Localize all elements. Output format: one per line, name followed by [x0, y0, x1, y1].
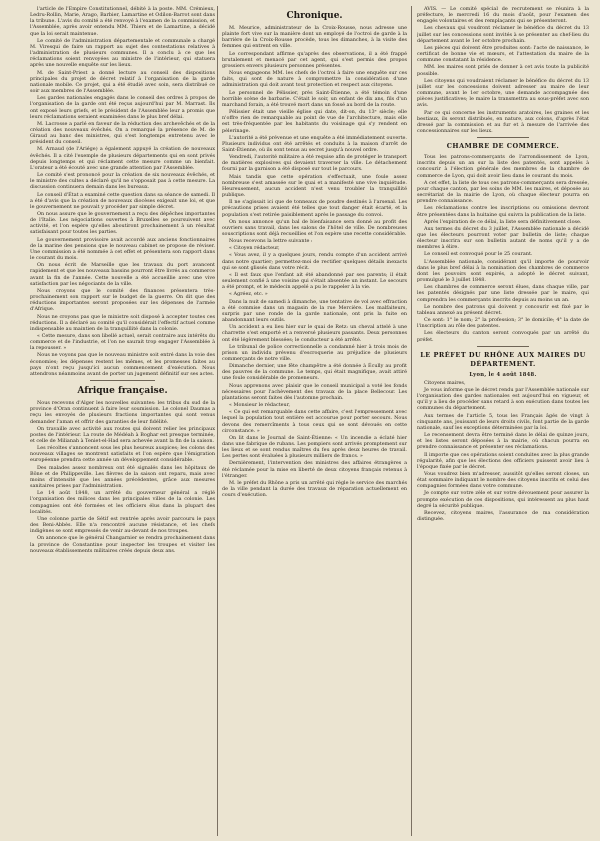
section-divider — [477, 137, 529, 138]
paragraph: Aux termes de l'article 5, tous les Français âgés de vingt à cinquante ans, jouissant de leurs droits civils, font partie de la garde nationale, sauf les exceptions déterminées par la loi. — [417, 412, 589, 431]
paragraph: Les réclamations contre les inscriptions ou omissions devront être présentées dans la huitaine qui suivra la publication de la liste. — [417, 205, 589, 218]
paragraph: Par ce qui concerne les instruments aratoires, les graines et les bestiaux, ils seront distribués, en nature, aux colons, d'après l'état dressé par la commission et au fur et à mesure de l'arrivée des concessionnaires sur les lieux. — [417, 109, 589, 134]
paragraph: Le nombre des patrons qui doivent y concourir est fixé par le tableau annexé au présent décret. — [417, 303, 589, 316]
paragraph: Le conseil d'État a examiné cette question dans sa séance de samedi. Il a été d'avis que la création de nouveaux diocèses exigeait une loi, et que le gouvernement ne pouvait y procéder par simple décret. — [30, 191, 215, 210]
paragraph: Une colonne partie de Sétif est rentrée après avoir parcouru le pays des Beni-Abbès. Elle n'a rencontré aucune résistance, et les chefs indigènes se sont empressés de venir au-devant de nos troupes. — [30, 515, 215, 535]
paragraph: Le recensement devra être terminé dans le délai de quinze jours, et les listes seront déposées à la mairie, où chacun pourra en prendre connaissance et présenter ses réclamations. — [417, 432, 589, 451]
paragraph: Le tribunal de police correctionnelle a condamné hier à trois mois de prison un individu prévenu d'escroquerie au préjudice de plusieurs commerçants de notre ville. — [222, 343, 407, 362]
paragraph: « Vous avez, il y a quelques jours, rendu compte d'un accident arrivé dans notre quartier; permettez-moi de rectifier quelques détails inexacts qui se sont glissés dans votre récit. — [222, 252, 407, 271]
paragraph: Nous recevons d'Alger les nouvelles suivantes: les tribus du sud de la province d'Oran continuent à faire leur soumission. Le colonel Daumas a reçu les envoyés de plusieurs fractions importantes qui sont venus demander l'aman et offrir des garanties de leur fidélité. — [30, 400, 215, 425]
paragraph: Les gardes nationales engagés dans le conseil des ordres à propos de l'organisation de la garde ont été reçus aujourd'hui par M. Marrast. Ils ont exposé leurs griefs, et le président de l'Assemblée leur a promis que leurs réclamations seraient examinées dans le plus bref délai. — [30, 95, 215, 120]
paragraph: M. le préfet du Rhône a pris un arrêté qui règle le service des marchés de la ville pendant la durée des travaux de réparation actuellement en cours d'exécution. — [222, 479, 407, 499]
paragraph: l'article de l'Empire Constitutionnel, débité à la poste. MM. Crémieux, Ledru-Rollin, Marie, Arago, Barbier, Lamartine et Odilon-Barrot sont dans la tribune. L'avis du comité a été renvoyé à l'examen de la commission, et l'Assemblée, après avoir entendu MM. Thiers et de Lamartine, a décidé que la loi serait maintenue. — [30, 6, 215, 37]
paragraph: Le correspondant affirme qu'après des observations, il a été frappé brutalement et menacé par cet agent, qui s'est permis des propos grossiers envers plusieurs personnes présentes. — [222, 50, 407, 69]
paragraph: Nous ne voyons pas que le nouveau ministre soit entré dans la voie des économies; les dépenses restent les mêmes, et les promesses faites au pays n'ont reçu jusqu'ici aucun commencement d'exécution. Nous attendrons néanmoins avant de porter un jugement définitif sur ses actes. — [30, 352, 215, 377]
paragraph: Mais tandis que cette opération s'effectuait, une foule assez nombreuse s'est amassée sur le quai et a manifesté une vive inquiétude. Heureusement, aucun accident n'est venu troubler la tranquillité publique. — [222, 173, 407, 199]
paragraph: Ce sont: 1° le nom; 2° la profession; 3° le domicile; 4° la date de l'inscription au rôle des patentes. — [417, 317, 589, 330]
paragraph: Dimanche dernier, une fête champêtre a été donnée à Écully au profit des pauvres de la commune. Le temps, qui était magnifique, avait attiré une foule considérable de promeneurs. — [222, 363, 407, 382]
paragraph: On nous assure que le gouvernement a reçu des dépêches importantes de l'Italie. Les négociations ouvertes à Bruxelles se poursuivent avec activité, et l'on espère qu'elles aboutiront prochainement à un résultat satisfaisant pour toutes les parties. — [30, 211, 215, 236]
paragraph: Pélissier était une vieille église qui date, dit-on, du 13ᵉ siècle; elle n'offre rien de remarquable au point de vue de l'architecture, mais elle est très-fréquentée par les habitants du voisinage qui s'y rendent en pèlerinage. — [222, 109, 407, 134]
paragraph: Les chevaux qui voudront réclamer le bénéfice du décret du 13 juillet sur les concessions sont invités à se présenter au chef-lieu du département avant le 1er octobre prochain. — [417, 25, 589, 44]
section-divider — [90, 380, 155, 381]
paragraph: On nous annonce qu'un bal de bienfaisance sera donné au profit des ouvriers sans travail, dans les salons de l'hôtel de ville. De nombreuses souscriptions sont déjà recueillies et l'on espère une recette considérable. — [222, 218, 407, 237]
section-dateline: Lyon, le 4 août 1848. — [469, 371, 537, 378]
paragraph: M. Arnaud (de l'Ariége) a également appuyé la création de nouveaux évêchés. Il a cité l'exemple de plusieurs départements qui en sont privés depuis longtemps et qui réclament cette mesure comme un bienfait. L'orateur a été écouté avec une grande attention par l'Assemblée. — [30, 146, 215, 171]
paragraph: Le gouvernement provisoire avait accordé aux anciens fonctionnaires de la marine des pensions que le nouveau cabinet se propose de réviser. Une commission a été nommée à cet effet et présentera son rapport dans le courant du mois. — [30, 236, 215, 262]
paragraph: A cet effet, la liste de tous ces patrons-commerçants sera dressée, pour chaque canton, par les soins de MM. les maires, et déposée au secrétariat de la mairie de Lyon, où chaque électeur pourra en prendre connaissance. — [417, 179, 589, 205]
paragraph: Le personnel de Pélissier, près Saint-Étienne, a été témoin d'une horrible scène de barbarie. C'était le soir, un enfant de dix ans, fils d'un marchand forain, a été trouvé mort dans un fossé au bord de la route. — [222, 89, 407, 108]
paragraph: Les récoltes s'annoncent sous les plus heureux auspices; les colons des nouveaux villages se montrent satisfaits et l'on espère que l'émigration européenne prendra cette année un développement considérable. — [30, 445, 215, 464]
paragraph: On travaille avec activité aux routes qui doivent relier les principaux postes de l'intérieur. La route de Médéah à Boghar est presque terminée, et celle de Milianah à Teniet-el-Had sera achevée avant la fin de la saison. — [30, 425, 215, 444]
section-heading: Chronique. — [286, 11, 343, 21]
paragraph: L'autorité a été prévenue et une enquête a été immédiatement ouverte. Plusieurs individus ont été arrêtés et conduits à la maison d'arrêt de Saint-Étienne, où ils sont tenus au secret jusqu'à nouvel ordre. — [222, 134, 407, 153]
column-right — [417, 6, 589, 836]
paragraph: Je compte sur votre zèle et sur votre dévouement pour assurer la prompte exécution de ces dispositions, qui intéressent au plus haut degré la sécurité publique. — [417, 490, 589, 509]
paragraph: Dernièrement, l'intervention des ministres des affaires étrangères a été réclamée pour la mise en liberté de deux citoyens français retenus à l'étranger. — [222, 460, 407, 479]
paragraph: Les chambres de commerce seront élues, dans chaque ville, par les patentés désignés par une liste dressée par le maire, qui comprendra les commerçants inscrits depuis au moins un an. — [417, 284, 589, 303]
paragraph: L'Assemblée nationale, considérant qu'il importe de pourvoir dans le plus bref délai à la nomination des chambres de commerce dont les pouvoirs sont expirés, a adopté le décret suivant, promulgué le 3 juillet 1848. — [417, 258, 589, 284]
paragraph: M. de Saint-Priest a donné lecture au conseil des dispositions principales du projet de décret relatif à l'organisation de la garde nationale mobile. Ce projet, qui a été étudié avec soin, sera distribué ce soir aux membres de l'Assemblée. — [30, 69, 215, 95]
paragraph: Après l'expiration de ce délai, la liste sera définitivement close. — [424, 218, 582, 225]
paragraph: Je vous informe que le décret rendu par l'Assemblée nationale sur l'organisation des gardes nationales est aujourd'hui en vigueur, et qu'il y a lieu de procéder sans retard à son exécution dans toutes les communes du département. — [417, 386, 589, 412]
paragraph: « Il est faux que l'enfant ait été abandonné par ses parents; il était seulement confié à une voisine qui s'était absentée un instant. Le secours a été prompt, et le médecin appelé a pu le rappeler à la vie. — [222, 271, 407, 291]
paragraph: Les électeurs du canton seront convoqués par un arrêté du préfet. — [417, 330, 589, 343]
paragraph: Dans la nuit de samedi à dimanche, une tentative de vol avec effraction a été commise dans un magasin de la rue Mercière. Les malfaiteurs, surpris par une ronde de la garde nationale, ont pris la fuite en abandonnant leurs outils. — [222, 298, 407, 324]
paragraph: Nous croyons que le comité des finances présentera très-prochainement son rapport sur le budget de la guerre. On dit que des réductions importantes seront proposées sur les dépenses de l'armée d'Afrique. — [30, 287, 215, 313]
column-left — [30, 6, 215, 836]
section-heading: Afrique française. — [77, 386, 168, 397]
paragraph: M. Lacrosse a parlé en faveur de la réduction des archevêchés et de la création des nouveaux évêchés. On a remarqué la présence de M. de Giraud au banc des ministres, qui s'est longtemps entretenu avec le président du conseil. — [30, 120, 215, 146]
paragraph: Nous engageons MM. les chefs de l'octroi à faire une enquête sur ces faits, qui sont de nature à compromettre la considération d'une administration qui doit avant tout protection et respect aux citoyens. — [222, 70, 407, 89]
paragraph: Le conseil est convoqué pour le 25 courant. — [424, 251, 533, 258]
paragraph: Des malades assez nombreux ont été signalés dans les hôpitaux de Bône et de Philippeville. Les fièvres de la saison ont reparu, mais avec moins d'intensité que les années précédentes, grâce aux mesures sanitaires prises par l'administration. — [30, 464, 215, 490]
paragraph: Les citoyens qui voudraient réclamer le bénéfice du décret du 13 juillet sur les concessions doivent adresser au maire de leur commune, avant le 1er octobre, une demande accompagnée des pièces justificatives; le maire la transmettra au sous-préfet avec son avis. — [417, 77, 589, 109]
paragraph: Les pièces qui doivent être produites sont: l'acte de naissance, le certificat de bonne vie et mœurs, et l'attestation du maire de la commune constatant la résidence. — [417, 44, 589, 64]
paragraph: « Agréez, etc. » — [229, 291, 268, 298]
paragraph: Recevez, citoyens maires, l'assurance de ma considération distinguée. — [417, 509, 589, 523]
column-middle — [222, 6, 407, 836]
section-heading: LE PRÉFET DU RHÔNE AUX MAIRES DU DÉPARTEMENT. — [420, 350, 586, 368]
paragraph: « Monsieur le rédacteur, — [229, 402, 291, 409]
paragraph: M. Meurice, administrateur de la Croix-Rousse, nous adresse une plainte fort vive sur la manière dont un employé de l'octroi de garde à la barrière de la Croix-Rousse procède, tous les dimanches, à la visite des femmes qui entrent en ville. — [222, 25, 407, 50]
paragraph: On annonce que le général Changarnier se rendra prochainement dans la province de Constantine pour inspecter les troupes et visiter les nouveaux établissements militaires créés depuis deux ans. — [30, 535, 215, 554]
column-rule — [217, 6, 218, 836]
paragraph: Il ne s'agissait ici que de tonneaux de poudre destinés à l'arsenal. Les précautions prises avaient été telles que tout danger était écarté, et la population s'est retirée paisiblement après le passage du convoi. — [222, 199, 407, 218]
paragraph: Nous recevons la lettre suivante : — [229, 238, 313, 245]
paragraph: Tous les patrons-commerçants de l'arrondissement de Lyon, inscrits depuis un an sur la liste des patentés, sont appelés à concourir à l'élection générale des membres de la chambre de commerce de Lyon, qui doit avoir lieu dans le courant du mois. — [417, 154, 589, 179]
paragraph: Citoyens maires, — [424, 379, 466, 386]
paragraph: Un accident a eu lieu hier sur le quai de Retz: un cheval attelé à une charrette s'est emporté et a renversé plusieurs passants. Deux personnes ont été légèrement blessées; le conducteur a été arrêté. — [222, 324, 407, 343]
paragraph: Aux termes du décret du 3 juillet, l'Assemblée nationale a décidé que les électeurs pourront voter par bulletin de liste; chaque électeur inscrira sur son bulletin autant de noms qu'il y a de membres à élire. — [417, 225, 589, 251]
paragraph: « Ce qui est remarquable dans cette affaire, c'est l'empressement avec lequel la population tout entière est accourue pour porter secours. Nous devons des remercîments à tous ceux qui se sont dévoués en cette circonstance. » — [222, 409, 407, 434]
section-divider — [477, 346, 529, 347]
paragraph: Le 14 août 1848, un arrêté du gouverneur général a réglé l'organisation des milices dans les principales villes de la colonie. Les compagnies ont été formées et les officiers élus dans la plupart des localités. — [30, 490, 215, 515]
paragraph: Nous apprenons avec plaisir que le conseil municipal a voté les fonds nécessaires pour l'achèvement des travaux de la place Bellecour. Les plantations seront faites dès l'automne prochain. — [222, 382, 407, 401]
section-heading: CHAMBRE DE COMMERCE. — [446, 142, 560, 151]
paragraph: « Cette mesure, dans son libellé actuel, serait contraire aux intérêts du commerce et de l'industrie, et l'on ne saurait trop engager l'Assemblée à la repousser. » — [30, 332, 215, 352]
column-rule — [411, 6, 412, 836]
paragraph: On lit dans le Journal de Saint-Étienne: « Un incendie a éclaté hier dans une fabrique de rubans. Les pompiers sont arrivés promptement sur les lieux et se sont rendus maîtres du feu après deux heures de travail. Les pertes sont évaluées à plusieurs milliers de francs. » — [222, 434, 407, 460]
paragraph: Le comité s'est prononcé pour la création de six nouveaux évêchés, et le ministre des cultes a déclaré qu'il ne s'opposait pas à cette mesure. La discussion continuera demain dans les bureaux. — [30, 172, 215, 191]
paragraph: « Citoyen rédacteur, — [229, 245, 280, 252]
paragraph: AVIS. — Le comité spécial de recrutement se réunira à la préfecture, le mercredi 16 du mois d'août, pour l'examen des engagés volontaires et des remplaçants qui se présenteront. — [417, 6, 589, 25]
paragraph: Nous ne croyons pas que le ministre soit disposé à accepter toutes ces réductions. Il a déclaré au comité qu'il considérait l'effectif actuel comme indispensable au maintien de la tranquillité dans la colonie. — [30, 313, 215, 332]
paragraph: Il importe que ces opérations soient conduites avec la plus grande régularité, afin que les élections des officiers puissent avoir lieu à l'époque fixée par le décret. — [417, 451, 589, 470]
paragraph: On nous écrit de Marseille que les travaux du port avancent rapidement et que les nouveaux bassins pourront être livrés au commerce avant la fin de l'année. Cette nouvelle a été accueillie avec une vive satisfaction par les négociants de la ville. — [30, 262, 215, 287]
paragraph: Vous voudrez bien m'adresser, aussitôt qu'elles seront closes, un état sommaire indiquant le nombre des citoyens inscrits et celui des compagnies formées dans votre commune. — [417, 471, 589, 490]
paragraph: Le comité de l'administration départementale et communale a chargé M. Viresqui de faire un rapport au sujet des contestations relatives à l'administration de plusieurs communes. Il a conclu à ce que les réclamations soient renvoyées au ministre de l'intérieur, qui statuera après une nouvelle enquête sur les lieux. — [30, 37, 215, 69]
paragraph: MM. les maires sont priés de donner à cet avis toute la publicité possible. — [417, 64, 589, 77]
paragraph: Vendredi, l'autorité militaire a été requise afin de protéger le transport de matières explosives qui devaient traverser la ville. Le détachement fourni par la garnison a été disposé sur tout le parcours. — [222, 154, 407, 173]
